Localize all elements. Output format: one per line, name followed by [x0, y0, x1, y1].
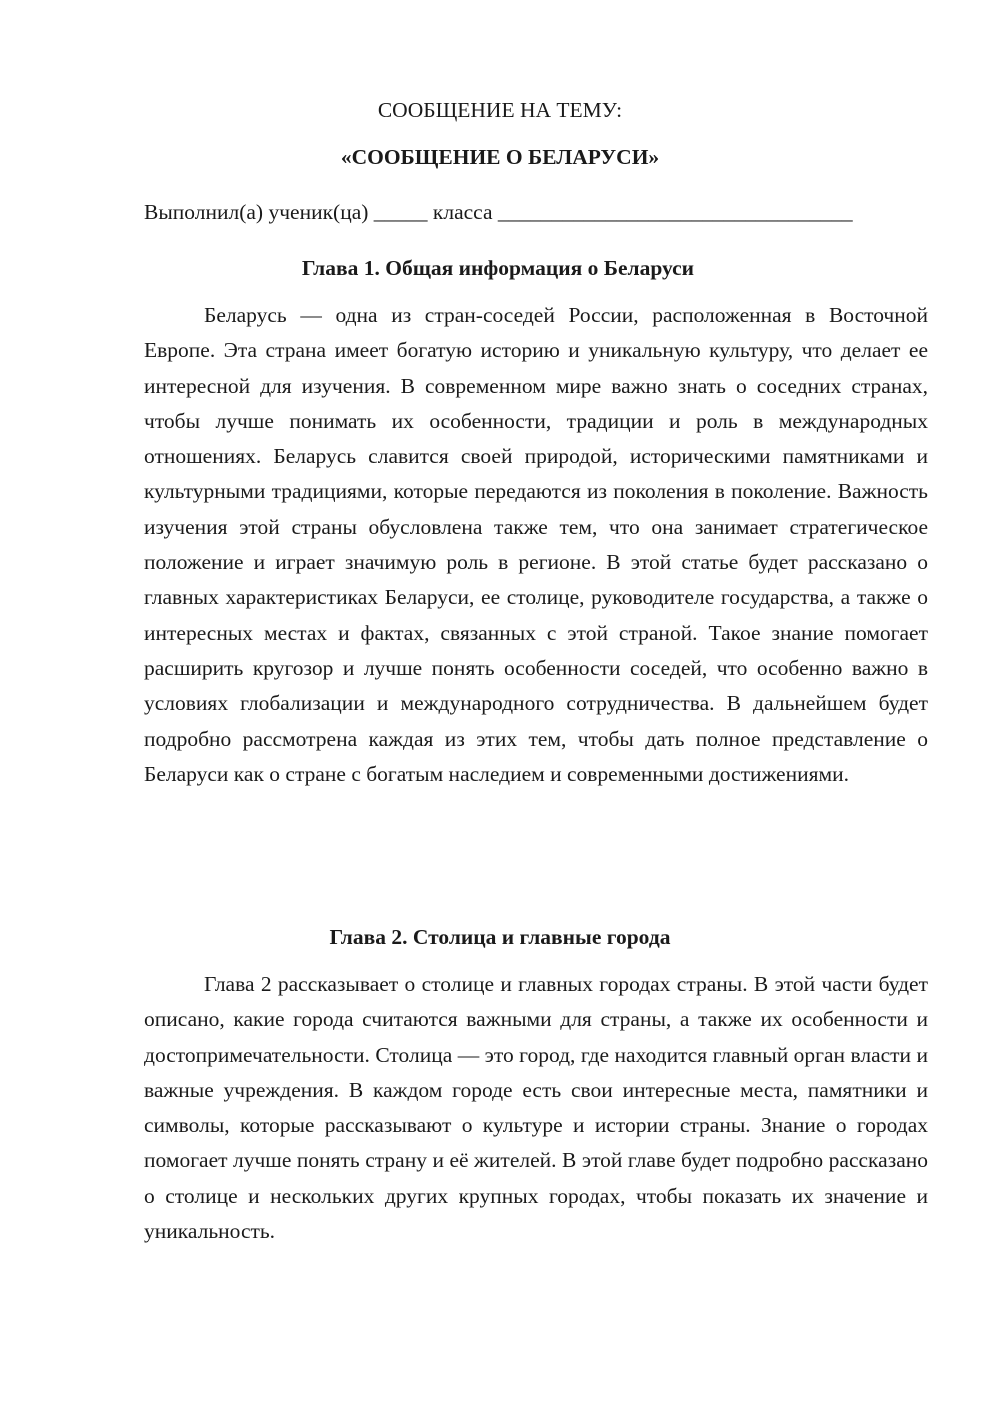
- document-title-line-2: «СООБЩЕНИЕ О БЕЛАРУСИ»: [340, 145, 660, 169]
- chapter-1-heading: Глава 1. Общая информация о Беларуси: [301, 256, 695, 280]
- chapter-2-paragraph: Глава 2 рассказывает о столице и главных городах страны. В этой части будет описано, какие города считаются важными для страны, а также их особенности и достопримечательности. Столица — это город, где находится главный орган власти и важные учреждения. В каждом городе есть свои интересные места, памятники и символы, которые рассказывают о культуре и истории страны. Знание о городах помогает лучше понять страну и её жителей. В этой главе будет подробно рассказано о столице и нескольких других крупных городах, чтобы показать их значение и уникальность.: [144, 972, 928, 1244]
- chapter-1-paragraph: Беларусь — одна из стран-соседей России, расположенная в Восточной Европе. Эта страна имеет богатую историю и уникальную культуру, что делает ее интересной для изучения. В современном мире важно знать о соседних странах, чтобы лучше понимать их особенности, традиции и роль в международных отношениях. Беларусь славится своей природой, историческими памятниками и культурными традициями, которые передаются из поколения в поколение. Важность изучения этой страны обусловлена также тем, что она занимает стратегическое положение и играет значимую роль в регионе. В этой статье будет рассказано о главных характеристиках Беларуси, ее столице, руководителе государства, а также о интересных местах и фактах, связанных с этой страной. Такое знание помогает расширить кругозор и лучше понять особенности соседей, что особенно важно в условиях глобализации и международного сотрудничества. В дальнейшем будет подробно рассмотрена каждая из этих тем, чтобы дать полное представление о Беларуси как о стране с богатым наследием и современными достижениями.: [144, 303, 928, 786]
- chapter-2-heading: Глава 2. Столица и главные города: [329, 925, 671, 949]
- author-line: Выполнил(а) ученик(ца) _____ класса _________________________________: [144, 200, 853, 224]
- document-title-line-1: СООБЩЕНИЕ НА ТЕМУ:: [377, 98, 623, 122]
